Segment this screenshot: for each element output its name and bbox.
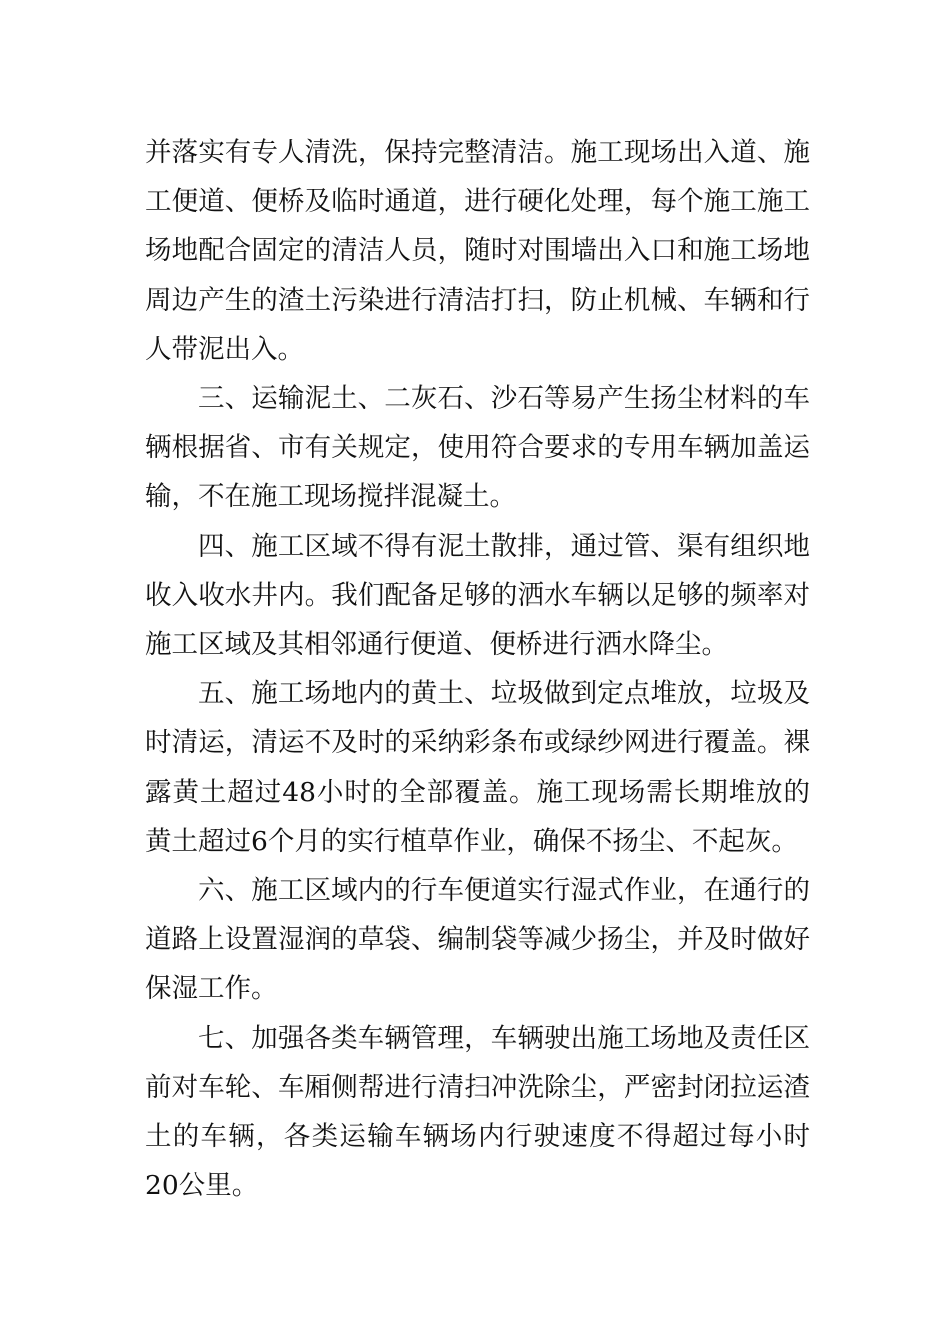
paragraph-item-7: 七、加强各类车辆管理，车辆驶出施工场地及责任区前对车轮、车厢侧帮进行清扫冲洗除尘，严密封闭拉运渣土的车辆，各类运输车辆场内行驶速度不得超过每小时20公里。 xyxy=(145,1022,810,1202)
body-text xyxy=(145,128,810,1210)
paragraph-item-6: 六、施工区域内的行车便道实行湿式作业，在通行的道路上设置湿润的草袋、编制袋等减少扬尘，并及时做好保湿工作。 xyxy=(145,875,810,1005)
paragraph-item-5: 五、施工场地内的黄土、垃圾做到定点堆放，垃圾及时清运，清运不及时的采纳彩条布或绿纱网进行覆盖。裸露黄土超过48小时的全部覆盖。施工现场需长期堆放的黄土超过6个月的实行植草作业，确保不扬尘、不起灰。 xyxy=(145,678,810,857)
paragraph-item-4: 四、施工区域不得有泥土散排，通过管、渠有组织地收入收水井内。我们配备足够的洒水车辆以足够的频率对施工区域及其相邻通行便道、便桥进行洒水降尘。 xyxy=(145,530,810,661)
paragraph-continuation: 并落实有专人清洗，保持完整清洁。施工现场出入道、施工便道、便桥及临时通道，进行硬化处理，每个施工施工场地配合固定的清洁人员，随时对围墙出入口和施工场地周边产生的渣土污染进行清洁打扫，防止机械、车辆和行人带泥出入。 xyxy=(145,137,810,365)
paragraph-item-3: 三、运输泥土、二灰石、沙石等易产生扬尘材料的车辆根据省、市有关规定，使用符合要求的专用车辆加盖运输，不在施工现场搅拌混凝土。 xyxy=(145,383,810,513)
